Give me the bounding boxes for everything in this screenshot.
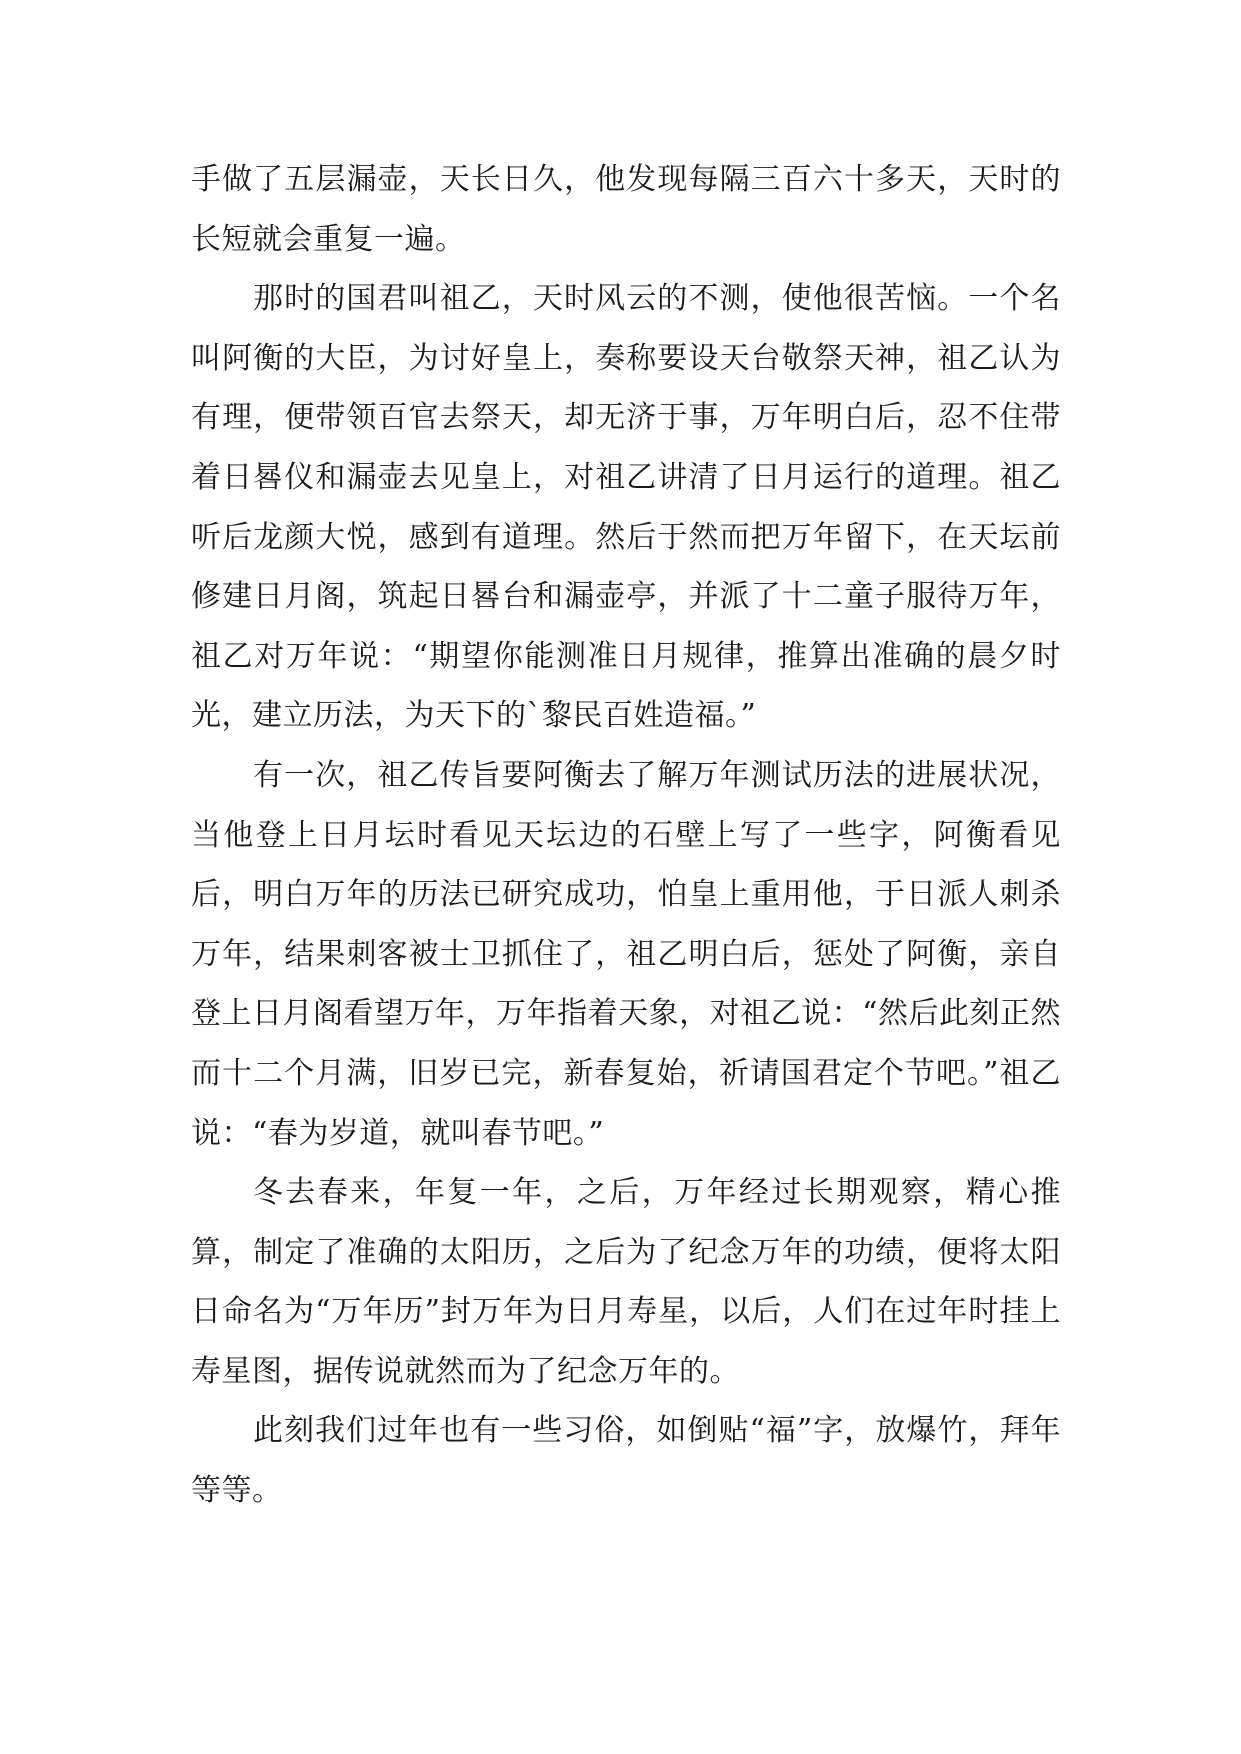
text-line: 况，当他登上日月坛时看见天坛边的石壁上写了一些字，阿 bbox=[191, 757, 1062, 853]
text-line: 日派人刺杀万年，结果刺客被士卫抓住了，祖乙明白后，惩 bbox=[191, 877, 1062, 972]
text-line: 后，忍不住带着日晷仪和漏壶去见皇上，对祖乙讲清了日月 bbox=[191, 400, 1062, 495]
text-line: 有一次，祖乙传旨要阿衡去了解万年测试历法的进展状 bbox=[253, 757, 1000, 793]
text-line: 手做了五层漏壶，天长日久，他发现每隔三百六十多天，天 bbox=[191, 162, 1000, 197]
text-line: 祈请国君定个节吧。”祖乙说：“春为岁道，就叫春节吧。” bbox=[191, 1055, 1061, 1151]
text-line: 时的长短就会重复一遍。 bbox=[191, 162, 1062, 257]
text-line: 在过年时挂上寿星图，据传说就然而为了纪念万年的。 bbox=[191, 1294, 1061, 1389]
text-line: 将太阳日命名为“万年历”封万年为日月寿星，以后，人们 bbox=[191, 1234, 1062, 1330]
paragraph-4 bbox=[191, 1163, 1061, 1401]
text-line: 把万年留下，在天坛前修建日月阁，筑起日晷台和漏壶亭， bbox=[191, 519, 1062, 615]
text-line: 黎民百姓造福。” bbox=[542, 698, 757, 734]
text-line: 推算，制定了准确的太阳历，之后为了纪念万年的功绩，便 bbox=[191, 1175, 1061, 1270]
text-line: 冬去春来，年复一年，之后，万年经过长期观察，精心 bbox=[253, 1175, 1031, 1211]
text-line: 此刻我们过年也有一些习俗，如倒贴“福”字，放爆竹， bbox=[253, 1413, 1000, 1449]
document-page bbox=[191, 150, 1061, 1521]
paragraph-5 bbox=[191, 1401, 1061, 1520]
text-line: 处了阿衡，亲自登上日月阁看望万年，万年指着天象，对祖 bbox=[191, 936, 1062, 1032]
text-line: 并派了十二童子服待万年，祖乙对万年说：“期望你能测准 bbox=[191, 579, 1062, 674]
text-line: 个名叫阿衡的大臣，为讨好皇上，奏称要设天台敬祭天神， bbox=[191, 281, 1062, 376]
text-line: 那时的国君叫祖乙，天时风云的不测，使他很苦恼。一 bbox=[253, 281, 1000, 317]
paragraph-2 bbox=[191, 269, 1061, 746]
paragraph-1 bbox=[191, 150, 1061, 269]
paragraph-3 bbox=[191, 746, 1061, 1163]
text-line: 运行的道理。祖乙听后龙颜大悦，感到有道理。然后于然而 bbox=[191, 459, 1062, 555]
text-line: 祖乙认为有理，便带领百官去祭天，却无济于事，万年明白 bbox=[191, 340, 1062, 436]
text-line: 衡看见后，明白万年的历法已研究成功，怕皇上重用他，于 bbox=[191, 817, 1062, 913]
text-line: 拜年等等。 bbox=[191, 1413, 1061, 1509]
text-line: 日月规律，推算出准确的晨夕时光，建立历法，为天下的` bbox=[191, 638, 1061, 734]
text-line: 乙说：“然后此刻正然而十二个月满，旧岁已完，新春复始， bbox=[191, 996, 1061, 1091]
